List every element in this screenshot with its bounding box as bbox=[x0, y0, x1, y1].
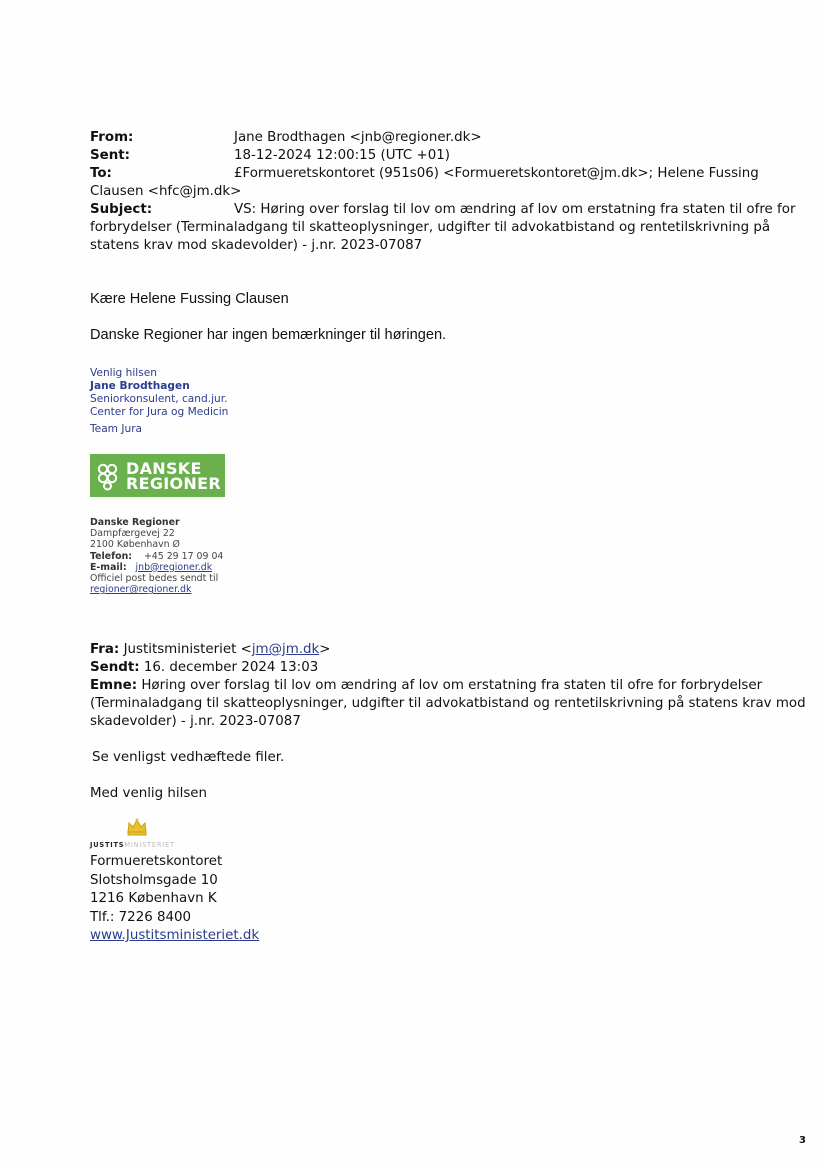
fwd-from-name: Justitsministeriet < bbox=[123, 642, 252, 657]
fwd-sent-line bbox=[90, 659, 318, 677]
org-email bbox=[90, 562, 223, 573]
subject-line3: statens krav mod skadevolder) - j.nr. 2023-07087 bbox=[90, 238, 423, 253]
to-value-line1: £Formueretskontoret (951s06) <Formueretskontoret@jm.dk>; Helene Fussing bbox=[234, 166, 759, 181]
email-link[interactable]: jnb@regioner.dk bbox=[135, 561, 213, 573]
page-number: 3 bbox=[799, 1135, 806, 1146]
ministry-website-link[interactable]: www.Justitsministeriet.dk bbox=[90, 928, 260, 943]
subject-label: Subject: bbox=[90, 202, 153, 217]
signature-name: Jane Brodthagen bbox=[90, 380, 190, 392]
ministry-address bbox=[90, 853, 259, 946]
phone-label: Telefon: bbox=[90, 550, 133, 562]
to-label: To: bbox=[90, 166, 112, 181]
fwd-subject-line3: skadevolder) - j.nr. 2023-07087 bbox=[90, 714, 301, 729]
fwd-from-email[interactable]: jm@jm.dk bbox=[251, 642, 320, 657]
fwd-sent-label: Sendt: bbox=[90, 660, 140, 675]
subject-line1: VS: Høring over forslag til lov om ændring af lov om erstatning fra staten til ofre for bbox=[234, 202, 796, 217]
signature-closing: Venlig hilsen bbox=[90, 367, 157, 379]
ministry-wordmark-light: MINISTERIET bbox=[124, 841, 175, 849]
fwd-from-close: > bbox=[319, 642, 331, 657]
ministry-wordmark-bold: JUSTITS bbox=[90, 841, 125, 849]
ministry-city: 1216 København K bbox=[90, 891, 217, 906]
crown-icon bbox=[126, 817, 148, 837]
email-label: E-mail: bbox=[90, 561, 127, 573]
fwd-subject-line1 bbox=[90, 677, 762, 695]
signature-team: Team Jura bbox=[90, 423, 143, 435]
org-note: Officiel post bedes sendt til bbox=[90, 573, 219, 585]
danske-regioner-logo bbox=[90, 454, 225, 497]
org-address2: 2100 København Ø bbox=[90, 539, 180, 551]
sent-value: 18-12-2024 12:00:15 (UTC +01) bbox=[234, 148, 450, 163]
ministry-office: Formueretskontoret bbox=[90, 854, 223, 869]
fwd-subject-text1: Høring over forslag til lov om ændring af lov om erstatning fra staten til ofre for forbrydelser bbox=[141, 678, 763, 693]
fwd-subject-label: Emne: bbox=[90, 678, 138, 693]
fwd-message: Se venligst vedhæftede filer. bbox=[92, 750, 285, 765]
logo-line2: REGIONER bbox=[126, 473, 221, 493]
fwd-subject-line2: (Terminaladgang til skatteoplysninger, udgifter til advokatbistand og rentetilskrivning på statens krav mod bbox=[90, 696, 806, 711]
signature bbox=[90, 367, 228, 436]
signature-center: Center for Jura og Medicin bbox=[90, 406, 229, 418]
fwd-sent-value: 16. december 2024 13:03 bbox=[143, 660, 319, 675]
signature-title: Seniorkonsulent, cand.jur. bbox=[90, 393, 228, 405]
org-contact bbox=[90, 517, 223, 595]
org-address1: Dampfærgevej 22 bbox=[90, 528, 175, 540]
to-value-line2: Clausen <hfc@jm.dk> bbox=[90, 184, 242, 199]
subject-line2: forbrydelser (Terminaladgang til skatteoplysninger, udgifter til advokatbistand og rentetilskrivning på bbox=[90, 220, 771, 235]
org-phone bbox=[90, 551, 223, 562]
sent-label: Sent: bbox=[90, 148, 131, 163]
logo-line1: DANSKE bbox=[126, 458, 202, 478]
regioner-emblem-icon bbox=[94, 458, 124, 494]
ministry-street: Slotsholmsgade 10 bbox=[90, 872, 218, 888]
ministry-phone: Tlf.: 7226 8400 bbox=[90, 909, 192, 925]
from-value: Jane Brodthagen <jnb@regioner.dk> bbox=[234, 130, 482, 145]
fwd-from-label: Fra: bbox=[90, 642, 120, 657]
from-label: From: bbox=[90, 130, 134, 145]
ministry-wordmark bbox=[90, 841, 175, 849]
fwd-from-line bbox=[90, 641, 330, 659]
fwd-closing: Med venlig hilsen bbox=[90, 786, 208, 801]
phone-value: +45 29 17 09 04 bbox=[143, 550, 224, 562]
official-email-link[interactable]: regioner@regioner.dk bbox=[90, 584, 192, 596]
org-name: Danske Regioner bbox=[90, 517, 180, 528]
reply-message: Danske Regioner har ingen bemærkninger til høringen. bbox=[90, 327, 447, 343]
greeting: Kære Helene Fussing Clausen bbox=[90, 291, 289, 307]
